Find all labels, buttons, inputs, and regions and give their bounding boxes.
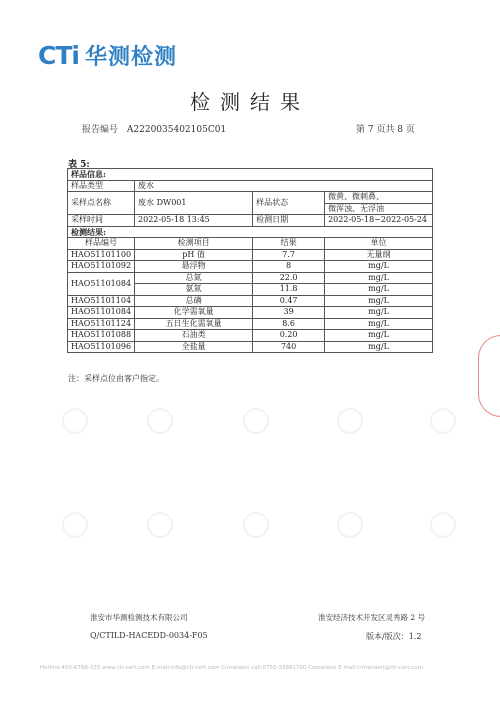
report-no-label: 报告编号: [82, 125, 119, 135]
test-unit: mg/L: [325, 272, 433, 284]
table-row: [68, 295, 433, 307]
test-result: 0.47: [253, 295, 325, 307]
test-item: 总氮: [135, 272, 253, 284]
report-number: [82, 122, 226, 135]
report-no-value: A2220035402105C01: [126, 125, 227, 135]
table-label: 表 5:: [68, 160, 90, 170]
footer-company: 淮安市华测检测技术有限公司: [90, 613, 188, 622]
results-header: 检测结果:: [68, 226, 433, 238]
sample-state-line2: 微浑浊、无浮油: [325, 203, 433, 215]
table-row: [68, 249, 433, 261]
test-unit: mg/L: [325, 284, 433, 296]
test-result: 11.8: [253, 284, 325, 296]
form-code: Q/CTILD-HACEDD-0034-F05: [90, 631, 208, 640]
test-unit: mg/L: [325, 330, 433, 342]
table-row: [68, 341, 433, 353]
sample-id: HAO51101104: [68, 295, 135, 307]
test-result: 39: [253, 307, 325, 319]
sample-state-line1: 微黄、微刺鼻、: [325, 192, 433, 204]
sample-id: HAO51101100: [68, 249, 135, 261]
test-result: 22.0: [253, 272, 325, 284]
test-result: 740: [253, 341, 325, 353]
test-item: 石油类: [135, 330, 253, 342]
test-date-label: 检测日期: [253, 215, 325, 227]
sample-id: HAO51101092: [68, 261, 135, 273]
sample-id: HAO51101084: [68, 307, 135, 319]
test-result: 8.6: [253, 318, 325, 330]
contact-line: Hotline:400-6788-333 www.cti-cert.com E-mail:info@cti-cert.com Complaint call:0755-33681700 Complaint E-mail:complaint@cti-cert.com: [40, 665, 424, 671]
test-result: 0.20: [253, 330, 325, 342]
sample-state-label: 样品状态: [253, 192, 325, 215]
test-unit: mg/L: [325, 318, 433, 330]
page-title: 检测结果: [190, 90, 310, 114]
test-item: 悬浮物: [135, 261, 253, 273]
sample-id: HAO51101084: [68, 272, 135, 295]
sample-id: HAO51101088: [68, 330, 135, 342]
sample-time-value: 2022-05-18 13:45: [135, 215, 253, 227]
page-number: 第 7 页共 8 页: [356, 125, 415, 135]
test-date-value: 2022-05-18~2022-05-24: [325, 215, 433, 227]
sample-time-label: 采样时间: [68, 215, 135, 227]
logo-cn: 华测检测: [84, 45, 177, 70]
sample-point-label: 采样点名称: [68, 192, 135, 215]
col-header-item: 检测项目: [135, 238, 253, 250]
col-header-id: 样品编号: [68, 238, 135, 250]
col-header-unit: 单位: [325, 238, 433, 250]
test-item: 全盐量: [135, 341, 253, 353]
test-item: pH 值: [135, 249, 253, 261]
sample-info-header: 样品信息:: [68, 169, 433, 181]
test-item: 氨氮: [135, 284, 253, 296]
test-result: 7.7: [253, 249, 325, 261]
test-item: 化学需氧量: [135, 307, 253, 319]
logo-en: CTi: [38, 41, 79, 70]
test-item: 五日生化需氧量: [135, 318, 253, 330]
table-row: [68, 307, 433, 319]
sample-id: HAO51101124: [68, 318, 135, 330]
test-unit: mg/L: [325, 295, 433, 307]
seal-stamp-icon: [478, 335, 500, 417]
table-row: [68, 318, 433, 330]
version: 版本/版次：1.2: [366, 632, 422, 641]
test-unit: mg/L: [325, 341, 433, 353]
sample-id: HAO51101096: [68, 341, 135, 353]
results-table: [67, 168, 433, 353]
test-unit: 无量纲: [325, 249, 433, 261]
footer-address: 淮安经济技术开发区灵秀路 2 号: [318, 613, 426, 622]
test-unit: mg/L: [325, 261, 433, 273]
table-row: [68, 272, 433, 284]
sample-type-label: 样品类型: [68, 180, 135, 192]
table-row: [68, 261, 433, 273]
test-result: 8: [253, 261, 325, 273]
test-item: 总磷: [135, 295, 253, 307]
note: 注：采样点位由客户指定。: [68, 374, 164, 383]
table-row: [68, 330, 433, 342]
company-logo: [38, 40, 177, 71]
sample-point-value: 废水 DW001: [135, 192, 253, 215]
test-unit: mg/L: [325, 307, 433, 319]
sample-type-value: 废水: [135, 180, 433, 192]
col-header-result: 结果: [253, 238, 325, 250]
